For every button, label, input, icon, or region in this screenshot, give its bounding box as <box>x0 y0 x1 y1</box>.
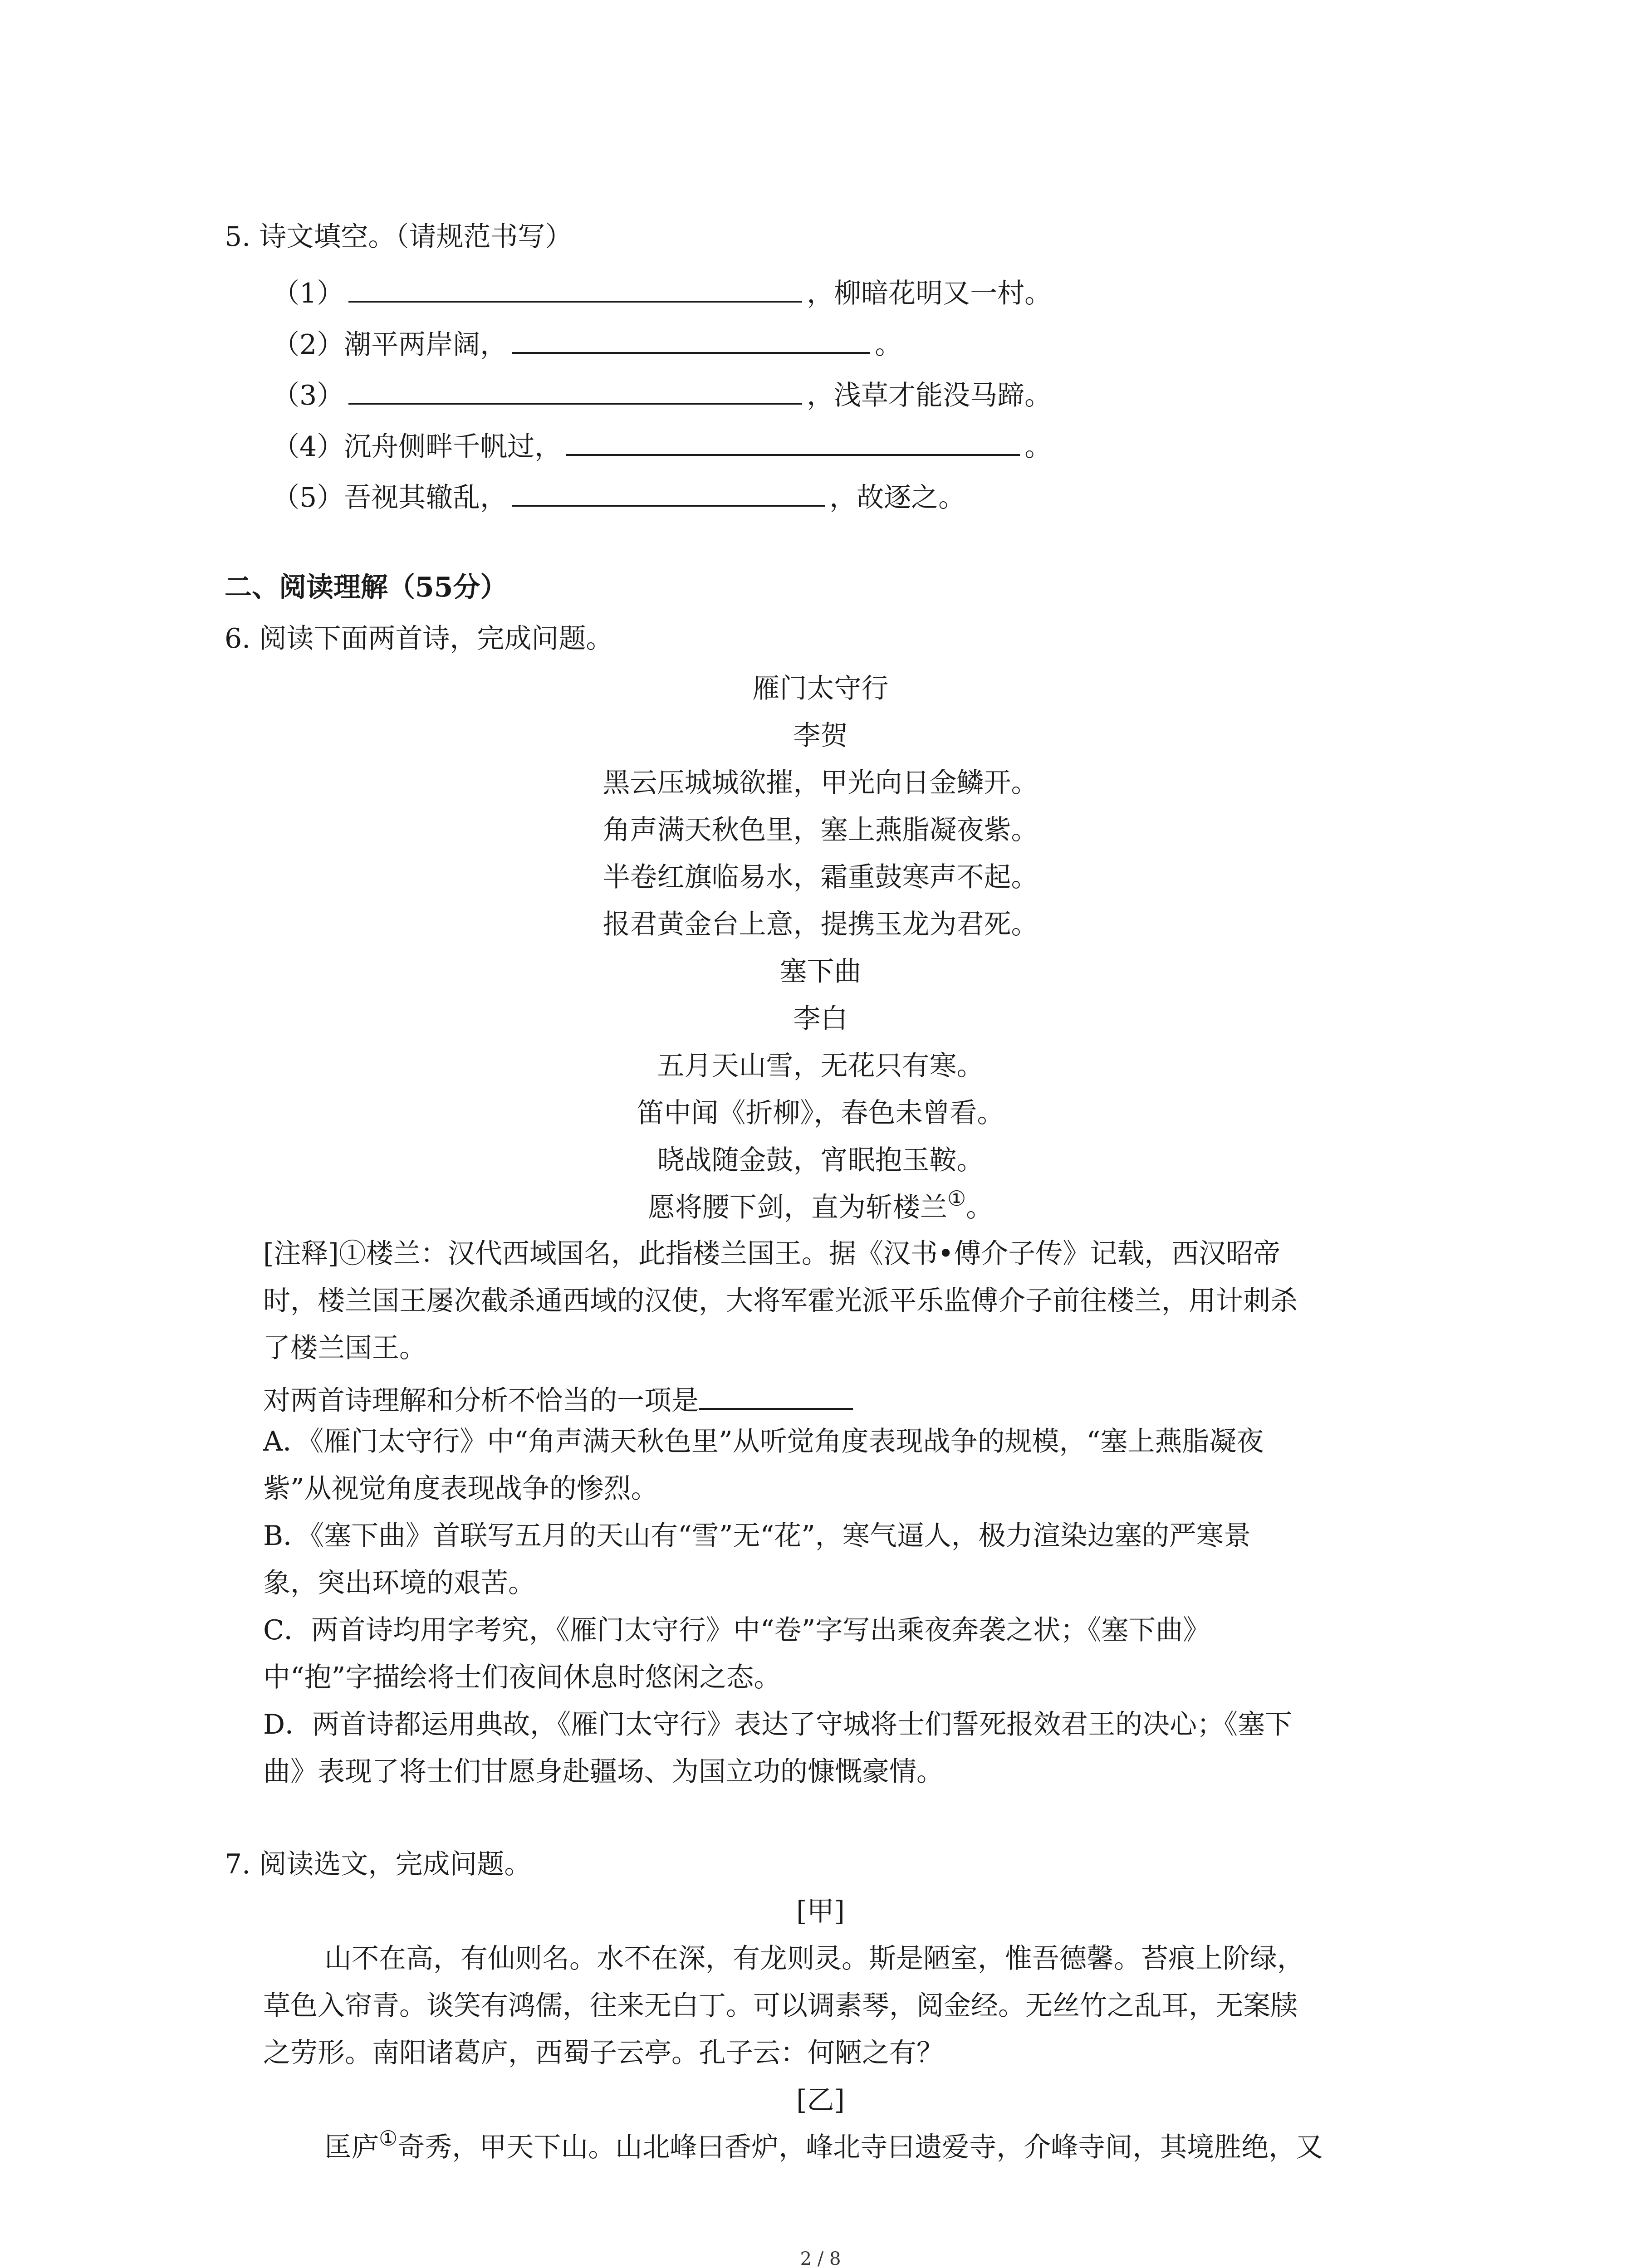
poem2-line-1: 五月天山雪，无花只有寒。 <box>657 1050 984 1082</box>
section-2-heading: 二、阅读理解（55分） <box>225 572 508 603</box>
q5-item-5-before: （5）吾视其辙乱， <box>272 482 508 513</box>
q7-prompt: 7. 阅读选文，完成问题。 <box>225 1848 532 1880</box>
q5-item-3-after: ，浅草才能没马蹄。 <box>807 380 1052 411</box>
q5-item-4-before: （4）沉舟侧畔千帆过， <box>272 431 562 463</box>
poem1-line-2: 角声满天秋色里，塞上燕脂凝夜紫。 <box>603 814 1038 846</box>
poem1-line-3: 半卷红旗临易水，霜重鼓寒声不起。 <box>603 861 1038 893</box>
footnote-marker: ① <box>947 1186 966 1211</box>
poem2-author: 李白 <box>793 1003 848 1035</box>
poem1-line-4: 报君黄金台上意，提携玉龙为君死。 <box>603 909 1038 940</box>
q5-item-1-blank[interactable] <box>348 274 802 303</box>
page-number: 2 / 8 <box>800 2248 841 2268</box>
q6-question <box>263 1382 857 1417</box>
q5-item-2-before: （2）潮平两岸阔， <box>272 329 508 361</box>
passage-yi-label: [乙] <box>796 2084 845 2116</box>
q6-answer-blank[interactable] <box>699 1382 853 1410</box>
q5-item-5 <box>272 479 965 511</box>
passage-jia-line-3: 之劳形。南阳诸葛庐，西蜀子云亭。孔子云：何陋之有？ <box>263 2037 944 2069</box>
q6-question-text: 对两首诗理解和分析不恰当的一项是 <box>263 1385 699 1417</box>
passage-jia-line-1: 山不在高，有仙则名。水不在深，有龙则灵。斯是陋室，惟吾德馨。苔痕上阶绿， <box>324 1943 1304 1975</box>
poem2-title: 塞下曲 <box>779 956 862 987</box>
q5-item-4-after: 。 <box>1024 431 1052 463</box>
q6-note-line-1: [注释]①楼兰：汉代西域国名，此指楼兰国王。据《汉书•傅介子传》记载，西汉昭帝 <box>263 1238 1281 1270</box>
q5-item-3-before: （3） <box>272 380 344 411</box>
q5-title: 5. 诗文填空。（请规范书写） <box>225 221 573 253</box>
q6-option-a-line-1: A．《雁门太守行》中“角声满天秋色里”从听觉角度表现战争的规模，“塞上燕脂凝夜 <box>263 1426 1264 1457</box>
q5-item-4 <box>272 428 1052 463</box>
q6-option-a-line-2: 紫”从视觉角度表现战争的惨烈。 <box>263 1473 658 1505</box>
q5-item-5-after: ，故逐之。 <box>829 482 966 513</box>
q5-item-2-after: 。 <box>875 329 902 361</box>
poem2-line-2: 笛中闻《折柳》，春色未曾看。 <box>637 1097 1004 1129</box>
q6-option-b-line-2: 象，突出环境的艰苦。 <box>263 1567 535 1599</box>
q6-option-b-line-1: B．《塞下曲》首联写五月的天山有“雪”无“花”，寒气逼人，极力渲染边塞的严寒景 <box>263 1520 1251 1552</box>
poem1-author: 李贺 <box>793 720 848 752</box>
q5-item-4-blank[interactable] <box>566 428 1020 456</box>
q6-note-line-2: 时，楼兰国王屡次截杀通西域的汉使，大将军霍光派平乐监傅介子前往楼兰，用计刺杀 <box>263 1285 1298 1317</box>
poem2-line-4 <box>0 1186 1641 1223</box>
q5-item-2 <box>272 326 902 361</box>
q6-option-d-line-2: 曲》表现了将士们甘愿身赴疆场、为国立功的慷慨豪情。 <box>263 1756 944 1788</box>
passage-yi-line-1 <box>324 2126 1323 2163</box>
q5-item-1-before: （1） <box>272 278 344 309</box>
poem2-line-4-text: 愿将腰下剑，直为斩楼兰 <box>647 1192 947 1223</box>
q5-item-5-blank[interactable] <box>512 479 825 507</box>
q5-item-1 <box>272 274 1052 307</box>
footnote-marker: ① <box>379 2126 398 2151</box>
passage-yi-start: 匡庐 <box>324 2131 379 2163</box>
poem1-line-1: 黑云压城城欲摧，甲光向日金鳞开。 <box>603 767 1038 799</box>
q6-option-c-line-2: 中“抱”字描绘将士们夜间休息时悠闲之态。 <box>263 1662 781 1693</box>
q6-option-d-line-1: D．两首诗都运用典故，《雁门太守行》表达了守城将士们誓死报效君王的决心；《塞下 <box>263 1709 1293 1740</box>
q6-prompt: 6. 阅读下面两首诗，完成问题。 <box>225 623 613 655</box>
passage-jia-label: [甲] <box>796 1896 845 1927</box>
passage-yi-rest: 奇秀，甲天下山。山北峰曰香炉，峰北寺曰遗爱寺，介峰寺间，其境胜绝，又 <box>397 2131 1323 2163</box>
poem1-title: 雁门太守行 <box>752 673 889 704</box>
q5-item-1-after: ，柳暗花明又一村。 <box>807 278 1052 309</box>
q6-option-c-line-1: C．两首诗均用字考究，《雁门太守行》中“卷”字写出乘夜奔袭之状；《塞下曲》 <box>263 1614 1210 1646</box>
poem2-line-3: 晓战随金鼓，宵眠抱玉鞍。 <box>657 1144 984 1176</box>
q5-item-2-blank[interactable] <box>512 326 870 354</box>
q6-note-line-3: 了楼兰国王。 <box>263 1332 426 1364</box>
q5-item-3 <box>272 376 1052 409</box>
poem2-line-4-end: 。 <box>966 1192 994 1223</box>
q5-item-3-blank[interactable] <box>348 376 802 405</box>
passage-jia-line-2: 草色入帘青。谈笑有鸿儒，往来无白丁。可以调素琴，阅金经。无丝竹之乱耳，无案牍 <box>263 1990 1298 2022</box>
